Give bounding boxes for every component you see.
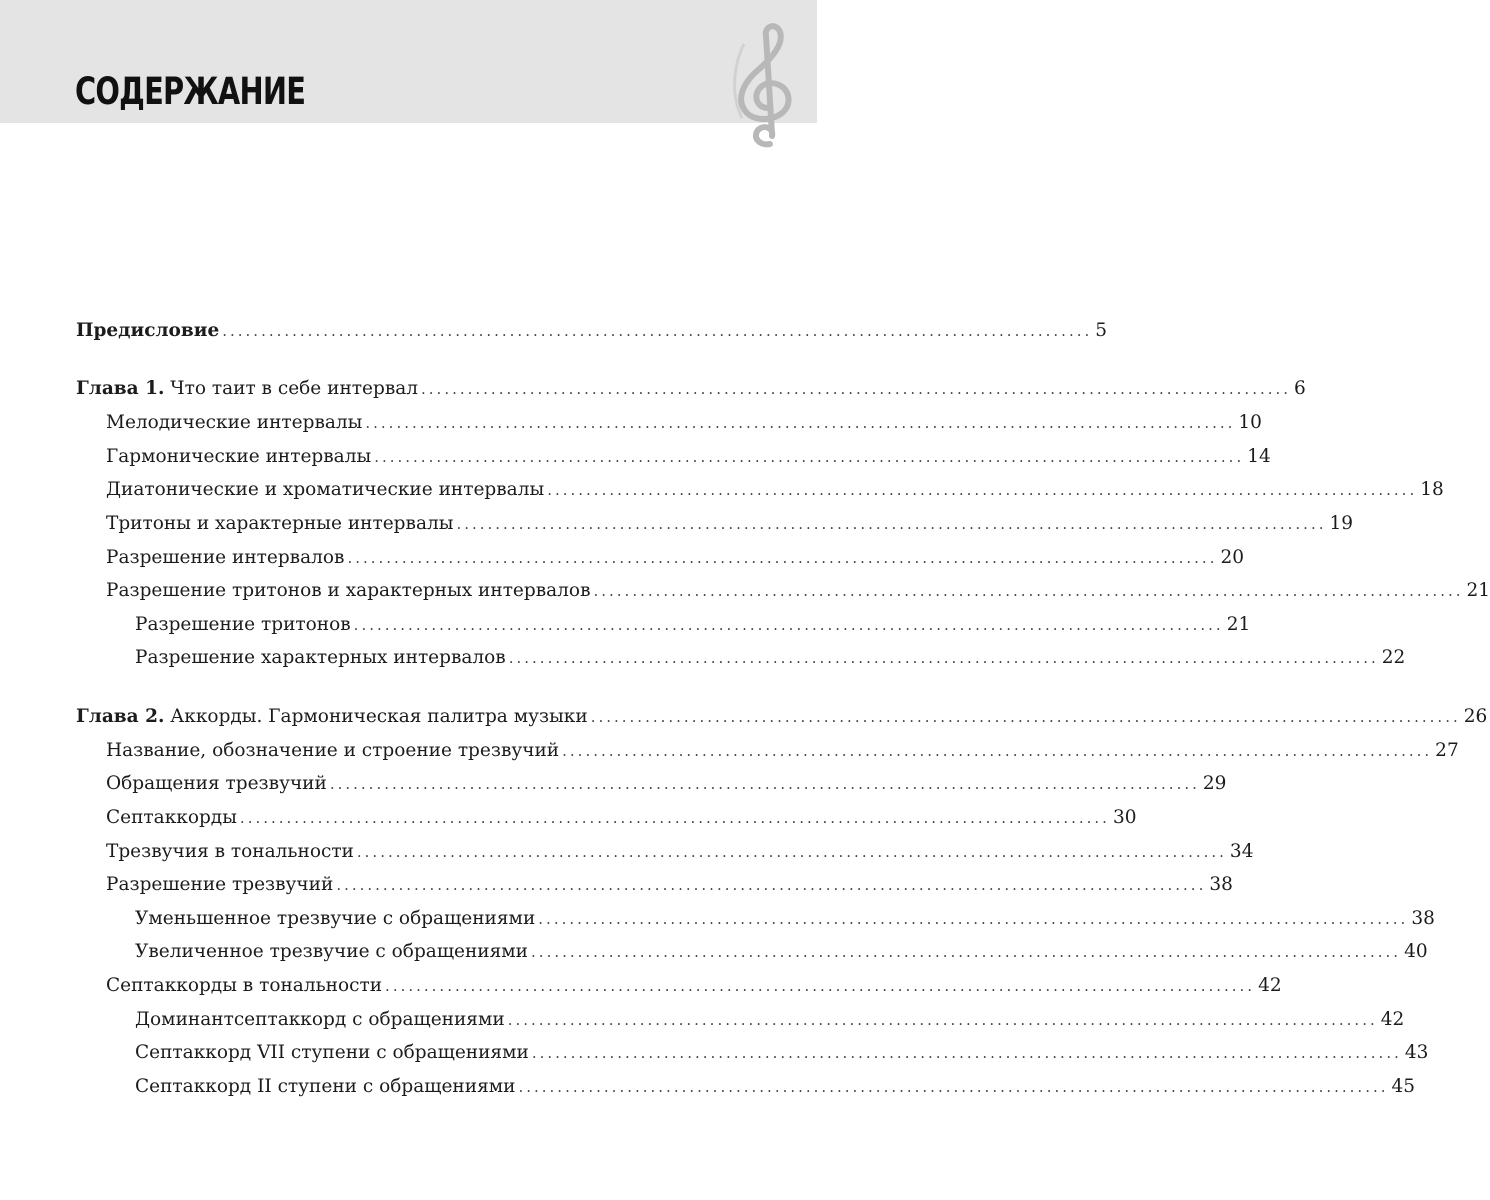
page-number: 18 [1420,479,1444,500]
toc-entry[interactable] [0,969,1282,1003]
toc-entry[interactable] [0,801,1137,835]
toc-entry-chapter-1[interactable] [0,372,1306,406]
toc-entry[interactable] [0,767,1227,801]
chapter-prefix: Глава 1. [76,378,165,399]
dot-leader: ................................................................................................................ [507,1011,1378,1029]
page-number: 43 [1404,1042,1429,1063]
toc-entry[interactable] [0,473,1444,507]
dot-leader: ................................................................................................................ [421,380,1292,398]
dot-leader: ................................................................................................................ [222,322,1093,340]
toc-entry-label: Название, обозначение и строение трезвучий [106,740,560,761]
page-number: 42 [1258,975,1282,996]
toc-subentry[interactable] [0,1070,1416,1104]
toc-entry[interactable] [0,440,1271,474]
dot-leader: ................................................................................................................ [353,616,1224,634]
toc-entry-label: Септаккорд VII ступени с обращениями [135,1042,529,1063]
page-number: 6 [1294,378,1306,399]
toc-entry[interactable] [0,734,1459,768]
toc-entry[interactable] [0,868,1233,902]
toc-subentry[interactable] [0,935,1428,969]
toc-entry-label [76,700,588,734]
toc-entry[interactable] [0,574,1490,608]
chapter-title: Аккорды. Гармоническая палитра музыки [170,706,588,727]
toc-entry-label: Разрешение характерных интервалов [135,647,506,668]
toc-entry-label: Разрешение тритонов [135,614,351,635]
toc-entry-chapter-2[interactable] [0,700,1488,734]
page-number: 38 [1411,908,1435,929]
dot-leader: ................................................................................................................ [239,809,1110,827]
toc-entry-label: Септаккорды в тональности [106,975,383,996]
dot-leader: ................................................................................................................ [531,1044,1402,1062]
toc-entry-label: Разрешение тритонов и характерных интервалов [106,580,591,601]
dot-leader: ................................................................................................................ [538,910,1409,928]
toc-entry[interactable] [0,406,1262,440]
page-number: 30 [1112,807,1137,828]
dot-leader: ................................................................................................................ [593,582,1464,600]
dot-leader: ................................................................................................................ [365,414,1236,432]
page-title: СОДЕРЖАНИЕ [75,70,306,113]
page-number: 21 [1466,580,1490,601]
toc-subentry[interactable] [0,1036,1429,1070]
page-number: 5 [1095,320,1108,341]
page-number: 27 [1435,740,1459,761]
dot-leader: ................................................................................................................ [562,742,1433,760]
page-number: 42 [1380,1009,1405,1030]
toc-entry-label: Мелодические интервалы [106,412,363,433]
toc-entry-label: Разрешение трезвучий [106,874,334,895]
dot-leader: ................................................................................................................ [531,943,1402,961]
page-number: 45 [1391,1076,1416,1097]
page-number: 14 [1247,446,1271,467]
toc-entry-label: Септаккорды [106,807,237,828]
toc-entry-label: Разрешение интервалов [106,547,345,568]
toc-entry[interactable] [0,507,1354,541]
dot-leader: ................................................................................................................ [336,876,1207,894]
toc-entry-label: Септаккорд II ступени с обращениями [135,1076,516,1097]
dot-leader: ................................................................................................................ [590,708,1461,726]
page-number: 29 [1202,773,1227,794]
toc-entry-label: Доминантсептаккорд с обращениями [135,1009,505,1030]
dot-leader: ................................................................................................................ [347,549,1218,567]
page-number: 22 [1381,647,1406,668]
toc-entry-label [76,372,418,406]
page-number: 21 [1226,614,1251,635]
page-number: 20 [1220,547,1245,568]
dot-leader: ................................................................................................................ [329,775,1200,793]
page-number: 19 [1329,513,1354,534]
dot-leader: ................................................................................................................ [508,649,1379,667]
toc-subentry[interactable] [0,608,1251,642]
dot-leader: ................................................................................................................ [356,843,1227,861]
toc-entry-label: Обращения трезвучий [106,773,327,794]
toc-entry-label: Диатонические и хроматические интервалы [106,479,545,500]
toc-entry-preface[interactable] [0,314,1108,348]
dot-leader: ................................................................................................................ [374,448,1245,466]
toc-entry-label: Тритоны и характерные интервалы [106,513,454,534]
toc-entry-label: Уменьшенное трезвучие с обращениями [135,908,536,929]
chapter-title: Что таит в себе интервал [170,378,419,399]
dot-leader: ................................................................................................................ [547,481,1418,499]
toc-entry-label: Предисловие [76,320,220,341]
dot-leader: ................................................................................................................ [518,1078,1389,1096]
page-number: 10 [1238,412,1262,433]
dot-leader: ................................................................................................................ [385,977,1256,995]
toc-entry[interactable] [0,835,1254,869]
page-number: 38 [1209,874,1233,895]
toc-subentry[interactable] [0,641,1406,675]
page-number: 26 [1463,706,1488,727]
toc-subentry[interactable] [0,1003,1405,1037]
toc-subentry[interactable] [0,902,1435,936]
chapter-prefix: Глава 2. [76,706,165,727]
toc-entry-label: Увеличенное трезвучие с обращениями [135,941,529,962]
page-number: 34 [1229,841,1254,862]
toc-entry-label: Гармонические интервалы [106,446,372,467]
toc-entry[interactable] [0,541,1245,575]
toc-entry-label: Трезвучия в тональности [106,841,354,862]
dot-leader: ................................................................................................................ [456,515,1327,533]
page-number: 40 [1404,941,1428,962]
